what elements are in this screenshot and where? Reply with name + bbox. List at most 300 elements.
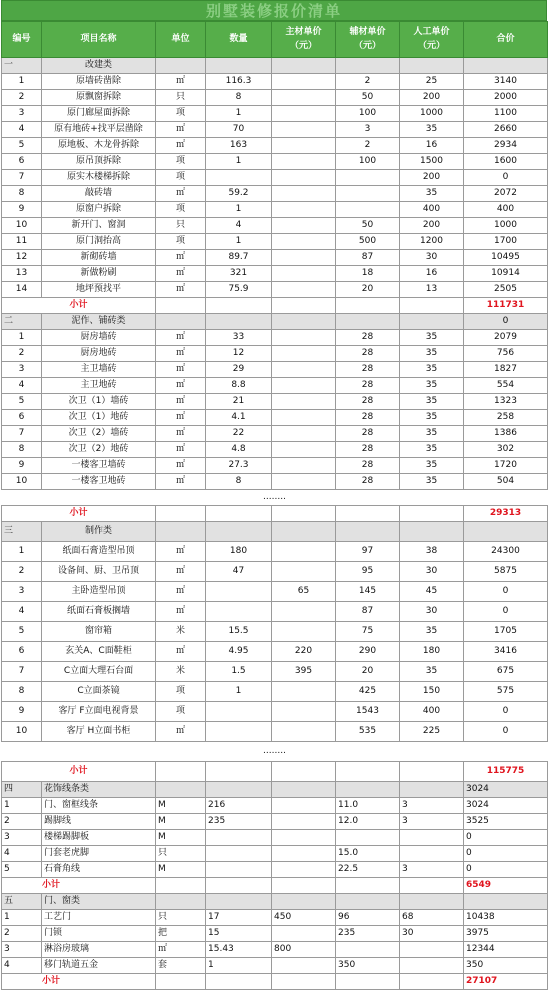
item-aux-price: 2 (336, 74, 400, 90)
table-row (2, 830, 548, 846)
empty-cell (206, 974, 272, 990)
item-no: 6 (2, 410, 42, 426)
empty-cell (156, 974, 206, 990)
item-labor-price: 35 (400, 622, 464, 642)
section-header (2, 522, 548, 542)
item-total: 0 (464, 846, 548, 862)
table-row (2, 562, 548, 582)
table-row (2, 250, 548, 266)
item-aux-price: 95 (336, 562, 400, 582)
item-name: 玄关A、C面鞋柜 (42, 642, 156, 662)
section-name: 改建类 (42, 58, 156, 74)
item-aux-price: 20 (336, 662, 400, 682)
item-total: 258 (464, 410, 548, 426)
subtotal-value: 6549 (464, 878, 548, 894)
item-aux-price (336, 170, 400, 186)
item-total: 504 (464, 474, 548, 490)
item-no: 4 (2, 846, 42, 862)
item-unit: ㎡ (156, 394, 206, 410)
table-row (2, 362, 548, 378)
item-qty: 1 (206, 682, 272, 702)
item-name: 一楼客卫地砖 (42, 474, 156, 490)
empty-cell (336, 762, 400, 782)
item-total: 0 (464, 830, 548, 846)
item-unit: ㎡ (156, 582, 206, 602)
empty-cell (272, 782, 336, 798)
item-unit: ㎡ (156, 346, 206, 362)
empty-cell (206, 522, 272, 542)
subtotal-value: 115775 (464, 762, 548, 782)
item-unit: ㎡ (156, 426, 206, 442)
empty-cell (272, 314, 336, 330)
table-row (2, 346, 548, 362)
table-row (2, 170, 548, 186)
section-number: 一 (2, 58, 42, 74)
item-no: 7 (2, 426, 42, 442)
subtotal-label: 小计 (2, 506, 156, 522)
item-main-price (272, 926, 336, 942)
item-name: 楼梯踢脚板 (42, 830, 156, 846)
item-no: 10 (2, 474, 42, 490)
empty-cell (156, 314, 206, 330)
empty-cell (206, 878, 272, 894)
item-no: 8 (2, 186, 42, 202)
item-total: 2505 (464, 282, 548, 298)
item-qty: 75.9 (206, 282, 272, 298)
empty-cell (272, 522, 336, 542)
item-total: 2079 (464, 330, 548, 346)
item-qty: 22 (206, 426, 272, 442)
item-unit: 只 (156, 846, 206, 862)
subtotal-label: 小计 (2, 974, 156, 990)
item-main-price (272, 862, 336, 878)
section-name: 门、窗类 (42, 894, 156, 910)
item-no: 11 (2, 234, 42, 250)
item-total: 2934 (464, 138, 548, 154)
item-no: 4 (2, 958, 42, 974)
item-no: 1 (2, 542, 42, 562)
table-row (2, 602, 548, 622)
empty-cell (400, 782, 464, 798)
item-qty (206, 170, 272, 186)
item-main-price (272, 218, 336, 234)
item-labor-price: 38 (400, 542, 464, 562)
item-labor-price: 35 (400, 474, 464, 490)
item-unit: ㎡ (156, 722, 206, 742)
item-main-price (272, 958, 336, 974)
item-no: 2 (2, 926, 42, 942)
item-main-price (272, 250, 336, 266)
empty-cell (400, 974, 464, 990)
item-labor-price: 3 (400, 814, 464, 830)
item-main-price (272, 622, 336, 642)
item-labor-price: 35 (400, 122, 464, 138)
empty-cell (206, 298, 272, 314)
item-total: 10914 (464, 266, 548, 282)
item-qty: 180 (206, 542, 272, 562)
item-name: C立面茶镜 (42, 682, 156, 702)
item-name: 原地板、木龙骨拆除 (42, 138, 156, 154)
empty-cell (400, 894, 464, 910)
item-name: 原飘窗拆除 (42, 90, 156, 106)
item-total: 2072 (464, 186, 548, 202)
item-no: 10 (2, 722, 42, 742)
item-qty: 1 (206, 958, 272, 974)
item-main-price: 65 (272, 582, 336, 602)
item-aux-price: 97 (336, 542, 400, 562)
item-name: 次卫（2）墙砖 (42, 426, 156, 442)
item-labor-price: 35 (400, 394, 464, 410)
item-labor-price: 30 (400, 250, 464, 266)
empty-cell (400, 314, 464, 330)
item-aux-price: 28 (336, 330, 400, 346)
item-total: 675 (464, 662, 548, 682)
item-main-price: 395 (272, 662, 336, 682)
item-name: 次卫（2）地砖 (42, 442, 156, 458)
item-name: 主卫墙砖 (42, 362, 156, 378)
empty-cell (400, 522, 464, 542)
item-total: 1700 (464, 234, 548, 250)
empty-cell (206, 782, 272, 798)
item-total: 1100 (464, 106, 548, 122)
item-qty: 1 (206, 154, 272, 170)
item-unit: 只 (156, 910, 206, 926)
table-row (2, 90, 548, 106)
item-qty: 8 (206, 474, 272, 490)
item-qty: 216 (206, 798, 272, 814)
item-aux-price: 28 (336, 346, 400, 362)
item-aux-price: 100 (336, 154, 400, 170)
empty-cell (400, 58, 464, 74)
item-name: 次卫（1）墙砖 (42, 394, 156, 410)
item-name: 淋浴房玻璃 (42, 942, 156, 958)
item-unit: ㎡ (156, 250, 206, 266)
item-aux-price: 12.0 (336, 814, 400, 830)
item-unit: 把 (156, 926, 206, 942)
empty-cell (400, 878, 464, 894)
item-qty: 1 (206, 106, 272, 122)
section-name: 制作类 (42, 522, 156, 542)
item-total: 0 (464, 582, 548, 602)
item-unit: ㎡ (156, 642, 206, 662)
item-labor-price: 35 (400, 362, 464, 378)
section-header (2, 782, 548, 798)
table-row (2, 106, 548, 122)
item-qty: 27.3 (206, 458, 272, 474)
item-total: 1000 (464, 218, 548, 234)
item-main-price (272, 170, 336, 186)
item-labor-price: 180 (400, 642, 464, 662)
subtotal-row (2, 506, 548, 522)
item-main-price (272, 378, 336, 394)
section-header (2, 58, 548, 74)
item-labor-price: 35 (400, 458, 464, 474)
item-total: 10438 (464, 910, 548, 926)
item-main-price (272, 90, 336, 106)
item-qty: 89.7 (206, 250, 272, 266)
empty-cell (336, 878, 400, 894)
item-aux-price: 290 (336, 642, 400, 662)
item-qty: 4.95 (206, 642, 272, 662)
item-aux-price (336, 942, 400, 958)
item-name: C立面大理石台面 (42, 662, 156, 682)
item-labor-price: 35 (400, 442, 464, 458)
item-total: 3416 (464, 642, 548, 662)
empty-cell (156, 522, 206, 542)
empty-cell (156, 298, 206, 314)
item-labor-price: 400 (400, 702, 464, 722)
empty-cell (156, 762, 206, 782)
item-labor-price: 200 (400, 170, 464, 186)
item-total: 350 (464, 958, 548, 974)
item-unit: ㎡ (156, 138, 206, 154)
item-no: 4 (2, 602, 42, 622)
item-name: 新开门、窗洞 (42, 218, 156, 234)
item-aux-price: 28 (336, 410, 400, 426)
item-total: 24300 (464, 542, 548, 562)
item-qty (206, 582, 272, 602)
item-main-price (272, 542, 336, 562)
item-qty: 12 (206, 346, 272, 362)
item-total: 400 (464, 202, 548, 218)
item-name: 原实木楼梯拆除 (42, 170, 156, 186)
item-main-price (272, 442, 336, 458)
empty-cell (206, 506, 272, 522)
ellipsis-text: ........ (263, 746, 286, 756)
quote-sheet (1, 0, 547, 990)
table-row (2, 186, 548, 202)
section-total: 0 (464, 314, 548, 330)
item-name: 客厅 H立面书柜 (42, 722, 156, 742)
item-labor-price: 150 (400, 682, 464, 702)
item-main-price (272, 122, 336, 138)
item-total: 3525 (464, 814, 548, 830)
item-main-price (272, 562, 336, 582)
item-aux-price (336, 186, 400, 202)
item-main-price (272, 798, 336, 814)
item-unit: 项 (156, 682, 206, 702)
header-main-price: 主材单价 （元） (272, 22, 336, 58)
item-unit: 只 (156, 218, 206, 234)
item-qty: 59.2 (206, 186, 272, 202)
item-aux-price: 15.0 (336, 846, 400, 862)
empty-cell (336, 58, 400, 74)
item-aux-price: 28 (336, 474, 400, 490)
item-labor-price: 35 (400, 410, 464, 426)
subtotal-value: 111731 (464, 298, 548, 314)
item-name: 原门洞抬高 (42, 234, 156, 250)
table-row (2, 138, 548, 154)
item-name: 原墙砖凿除 (42, 74, 156, 90)
empty-cell (400, 298, 464, 314)
item-main-price: 220 (272, 642, 336, 662)
item-labor-price: 68 (400, 910, 464, 926)
section-name: 泥作、铺砖类 (42, 314, 156, 330)
item-unit: 只 (156, 90, 206, 106)
item-no: 13 (2, 266, 42, 282)
item-qty (206, 846, 272, 862)
table-row (2, 662, 548, 682)
item-no: 3 (2, 362, 42, 378)
empty-cell (156, 506, 206, 522)
item-main-price (272, 266, 336, 282)
item-no: 4 (2, 378, 42, 394)
table-row (2, 722, 548, 742)
item-labor-price (400, 846, 464, 862)
empty-cell (156, 894, 206, 910)
table-row (2, 862, 548, 878)
subtotal-label: 小计 (2, 878, 156, 894)
item-qty: 70 (206, 122, 272, 138)
item-main-price (272, 394, 336, 410)
item-aux-price: 500 (336, 234, 400, 250)
item-no: 5 (2, 394, 42, 410)
table-row (2, 942, 548, 958)
item-total: 302 (464, 442, 548, 458)
item-unit: M (156, 814, 206, 830)
empty-cell (336, 522, 400, 542)
item-name: 纸面石膏板搁墙 (42, 602, 156, 622)
item-unit: ㎡ (156, 542, 206, 562)
item-main-price (272, 814, 336, 830)
item-name: 原门廊屋面拆除 (42, 106, 156, 122)
section-total (464, 894, 548, 910)
item-main-price (272, 830, 336, 846)
table-row (2, 330, 548, 346)
item-main-price (272, 426, 336, 442)
table-row (2, 378, 548, 394)
item-unit: ㎡ (156, 602, 206, 622)
item-total: 1827 (464, 362, 548, 378)
item-no: 5 (2, 622, 42, 642)
table-row (2, 958, 548, 974)
item-qty: 1 (206, 234, 272, 250)
item-main-price (272, 154, 336, 170)
table-row (2, 154, 548, 170)
item-name: 原有地砖+找平层凿除 (42, 122, 156, 138)
item-qty (206, 722, 272, 742)
item-no: 1 (2, 798, 42, 814)
item-main-price (272, 202, 336, 218)
item-main-price (272, 410, 336, 426)
item-no: 5 (2, 138, 42, 154)
item-qty: 1 (206, 202, 272, 218)
item-qty: 4.1 (206, 410, 272, 426)
item-unit: ㎡ (156, 942, 206, 958)
ellipsis-text: ........ (263, 492, 286, 502)
item-unit: 米 (156, 662, 206, 682)
item-aux-price: 11.0 (336, 798, 400, 814)
item-aux-price: 28 (336, 394, 400, 410)
item-no: 6 (2, 154, 42, 170)
item-qty: 29 (206, 362, 272, 378)
item-main-price (272, 846, 336, 862)
item-total: 5875 (464, 562, 548, 582)
item-labor-price: 35 (400, 346, 464, 362)
item-main-price (272, 682, 336, 702)
item-qty: 15.5 (206, 622, 272, 642)
table-row (2, 622, 548, 642)
section-number: 二 (2, 314, 42, 330)
item-main-price (272, 74, 336, 90)
item-unit: ㎡ (156, 474, 206, 490)
item-main-price: 450 (272, 910, 336, 926)
item-labor-price: 30 (400, 602, 464, 622)
item-no: 1 (2, 330, 42, 346)
table-row (2, 910, 548, 926)
item-no: 3 (2, 942, 42, 958)
item-no: 2 (2, 562, 42, 582)
item-labor-price: 400 (400, 202, 464, 218)
item-total: 1600 (464, 154, 548, 170)
item-no: 8 (2, 682, 42, 702)
item-no: 4 (2, 122, 42, 138)
table-row (2, 266, 548, 282)
item-qty (206, 702, 272, 722)
item-name: 窗帘箱 (42, 622, 156, 642)
section-number: 四 (2, 782, 42, 798)
item-main-price (272, 234, 336, 250)
empty-cell (336, 298, 400, 314)
table-row (2, 234, 548, 250)
item-main-price (272, 106, 336, 122)
item-labor-price: 1200 (400, 234, 464, 250)
item-name: 移门轨道五金 (42, 958, 156, 974)
item-unit: ㎡ (156, 362, 206, 378)
item-main-price (272, 138, 336, 154)
subtotal-row (2, 974, 548, 990)
empty-cell (156, 878, 206, 894)
empty-cell (272, 894, 336, 910)
header-total: 合价 (464, 22, 548, 58)
item-unit: M (156, 830, 206, 846)
item-aux-price: 28 (336, 442, 400, 458)
item-qty: 321 (206, 266, 272, 282)
table-row (2, 426, 548, 442)
table-row (2, 410, 548, 426)
item-labor-price: 35 (400, 186, 464, 202)
item-no: 2 (2, 90, 42, 106)
item-total: 3024 (464, 798, 548, 814)
item-no: 3 (2, 106, 42, 122)
item-total: 2000 (464, 90, 548, 106)
item-unit: 项 (156, 106, 206, 122)
item-main-price: 800 (272, 942, 336, 958)
item-total: 1720 (464, 458, 548, 474)
item-unit: ㎡ (156, 378, 206, 394)
item-no: 7 (2, 170, 42, 186)
item-qty: 47 (206, 562, 272, 582)
subtotal-row (2, 298, 548, 314)
item-labor-price: 3 (400, 862, 464, 878)
item-labor-price: 200 (400, 218, 464, 234)
header-qty: 数量 (206, 22, 272, 58)
item-name: 门套老虎脚 (42, 846, 156, 862)
item-name: 主卫地砖 (42, 378, 156, 394)
item-main-price (272, 186, 336, 202)
item-qty: 4 (206, 218, 272, 234)
item-name: 石膏角线 (42, 862, 156, 878)
header-labor-price: 人工单价 （元） (400, 22, 464, 58)
item-aux-price: 20 (336, 282, 400, 298)
item-aux-price (336, 202, 400, 218)
item-name: 设备间、厨、卫吊顶 (42, 562, 156, 582)
table-row (2, 218, 548, 234)
item-unit: ㎡ (156, 186, 206, 202)
item-aux-price: 28 (336, 458, 400, 474)
item-labor-price (400, 942, 464, 958)
item-no: 8 (2, 442, 42, 458)
